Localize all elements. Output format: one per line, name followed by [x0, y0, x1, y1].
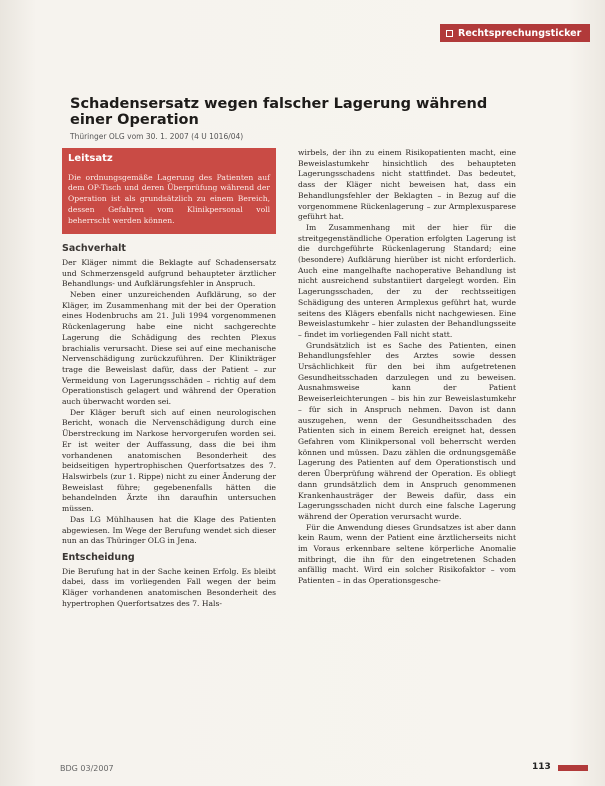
body-paragraph: wirbels, der ihn zu einem Risikopatienten macht, eine Beweislastumkehr hinsichtlich des behaupteten Lagerungsschadens nicht stattfindet. Das bedeutet, dass der Kläger nicht beweisen hat, dass ein Behandlungsfehler der Beklagten – in Bezug auf die vorgenommene Rückenlagerung – zur Armplexusparese geführt hat.: [298, 148, 516, 222]
court-reference: Thüringer OLG vom 30. 1. 2007 (4 U 1016/04): [70, 132, 244, 141]
leitsatz-text: Die ordnungsgemäße Lagerung des Patienten auf dem OP-Tisch und deren Überprüfung während der Operation ist als grundsätzlich zu einem Bereich, dessen Gefahren vom Klinikpersonal voll beherrscht werden können.: [68, 172, 270, 225]
left-column: [62, 148, 276, 609]
sachverhalt-paragraph: Neben einer unzureichenden Aufklärung, so der Kläger, im Zusammenhang mit der bei der Operation eines Hodenbruchs am 21. Juli 1994 vorgenommenen Rückenlagerung habe eine nicht sachgerechte Lagerung die Schädigung des rechten Plexus brachialis verursacht. Diese sei auf eine mechanische Nervenschädigung zurückzuführen. Der Klinikträger trage die Beweislast dafür, dass der Patient – zur Vermeidung von Lagerungsschäden – richtig auf dem Operationstisch gelagert und während der Operation auch überwacht worden sei.: [62, 290, 276, 407]
leitsatz-heading: Leitsatz: [68, 153, 113, 164]
entscheidung-paragraph: Die Berufung hat in der Sache keinen Erfolg. Es bleibt dabei, dass im vorliegenden Fall wegen der beim Kläger vorhandenen anatomischen Besonderheit des hypertrophen Querfortsatzes des 7. Hals-: [62, 566, 276, 608]
sachverhalt-heading: Sachverhalt: [62, 243, 126, 255]
article-title: Schadensersatz wegen falscher Lagerung während einer Operation: [70, 96, 488, 128]
journal-issue: BDG 03/2007: [60, 764, 114, 773]
sachverhalt-paragraph: Der Kläger beruft sich auf einen neurologischen Bericht, wonach die Nervenschädigung durch eine Überstreckung im Narkose hervorgerufen worden sei. Er ist weiter der Auffassung, dass die bei ihm vorhandenen anatomischen Besonderheit des beidseitigen hypertrophischen Querfortsatzes des 7. Halswirbels (zur 1. Rippe) nicht zu einer Änderung der Beweislast führe; gegebenenfalls hätten die behandelnden Ärzte ihn daraufhin untersuchen müssen.: [62, 407, 276, 514]
body-paragraph: Grundsätzlich ist es Sache des Patienten, einen Behandlungsfehler des Arztes sowie dessen Ursächlichkeit für den bei ihm aufgetretenen Gesundheitsschaden darzulegen und zu beweisen. Ausnahmsweise kann der Patient Beweiserleichterungen – bis hin zur Beweislastumkehr – für sich in Anspruch nehmen. Davon ist dann auszugehen, wenn der Gesundheitsschaden des Patienten sich in einem Bereich ereignet hat, dessen Gefahren vom Klinikpersonal voll beherrscht werden können und müssen. Dazu zählen die ordnungsgemäße Lagerung des Patienten auf dem Operationstisch und deren Überprüfung während der Operation. Es obliegt dann grundsätzlich dem in Anspruch genommenen Krankenhausträger der Beweis dafür, dass ein Lagerungsschaden nicht durch eine falsche Lagerung während der Operation verursacht wurde.: [298, 340, 516, 521]
sachverhalt-paragraph: Der Kläger nimmt die Beklagte auf Schadensersatz und Schmerzensgeld aufgrund behaupteter ärztlicher Behandlungs- und Aufklärungsfehler in Anspruch.: [62, 257, 276, 289]
leitsatz-box: [62, 148, 276, 234]
page-accent-bar: [558, 765, 588, 771]
right-column: [298, 148, 516, 587]
body-paragraph: Im Zusammenhang mit der hier für die streitgegenständliche Operation erfolgten Lagerung ist die durchgeführte Rückenlagerung Standard; eine (besondere) Aufklärung hierüber ist nicht erforderlich. Auch eine mangelhafte nachoperative Behandlung ist nicht ausreichend substantiiert dargelegt worden. Ein Lagerungsschaden, der zu der rechtsseitigen Schädigung des unteren Armplexus geführt hat, wurde seitens des Klägers ebenfalls nicht nachgewiesen. Eine Beweislastumkehr – hier zulasten der Behandlungsseite – findet im vorliegenden Fall nicht statt.: [298, 222, 516, 339]
body-paragraph: Für die Anwendung dieses Grundsatzes ist aber dann kein Raum, wenn der Patient eine ärztlicherseits nicht im Voraus erkennbare seltene körperliche Anomalie mitbringt, die ihn für den eingetretenen Schaden anfällig macht. Wird ein solcher Risikofaktor – vom Patienten – in das Operationsgesche-: [298, 522, 516, 586]
page-number: 113: [532, 762, 551, 772]
entscheidung-heading: Entscheidung: [62, 551, 135, 563]
square-icon: [446, 30, 453, 37]
sachverhalt-paragraph: Das LG Mühlhausen hat die Klage des Patienten abgewiesen. Im Wege der Berufung wendet sich dieser nun an das Thüringer OLG in Jena.: [62, 514, 276, 546]
section-ticker-badge: [440, 24, 590, 42]
ticker-label: Rechtsprechungsticker: [458, 27, 582, 39]
